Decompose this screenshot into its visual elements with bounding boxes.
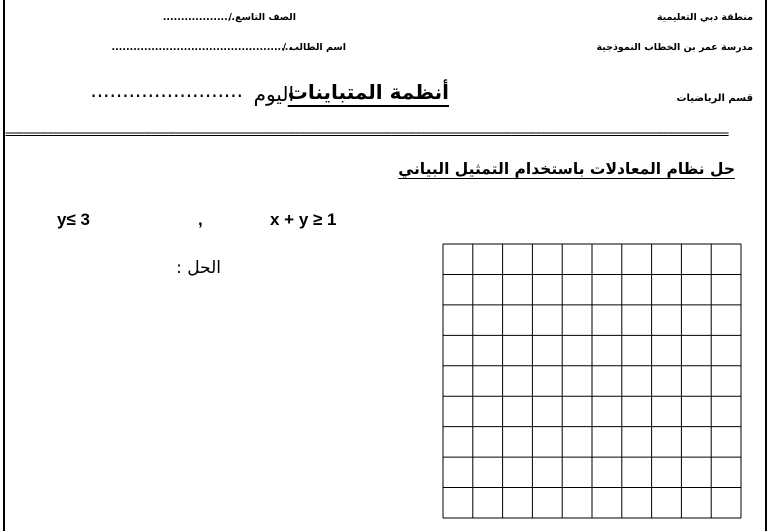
- department-name: قسم الرياضيات: [676, 93, 753, 104]
- inequality-1: y≤ 3: [57, 210, 90, 229]
- student-name-label: اسم الطالب /: [282, 42, 346, 53]
- separator-line: ========================================================================================================================: [5, 127, 728, 141]
- grade-blank: ....................: [162, 12, 235, 23]
- worksheet-page: [3, 0, 767, 531]
- region-name: منطقة دبي التعليمية: [656, 12, 753, 23]
- inequality-separator: ,: [198, 210, 203, 229]
- day-blank: ........................: [90, 78, 243, 102]
- inequality-2: x + y ≥ 1: [270, 210, 337, 229]
- page-title: أنظمة المتباينات: [287, 80, 449, 104]
- student-name-blank: ..................................................: [111, 42, 292, 53]
- school-name: مدرسة عمر بن الخطاب النموذجية: [596, 42, 753, 53]
- solution-label: الحل :: [176, 258, 221, 278]
- graph-grid: [442, 243, 742, 519]
- question-instruction: حل نظام المعادلات باستخدام التمثيل البياني: [398, 160, 735, 178]
- day-label: اليوم: [253, 82, 294, 106]
- grade-label: الصف التاسع /: [228, 12, 296, 23]
